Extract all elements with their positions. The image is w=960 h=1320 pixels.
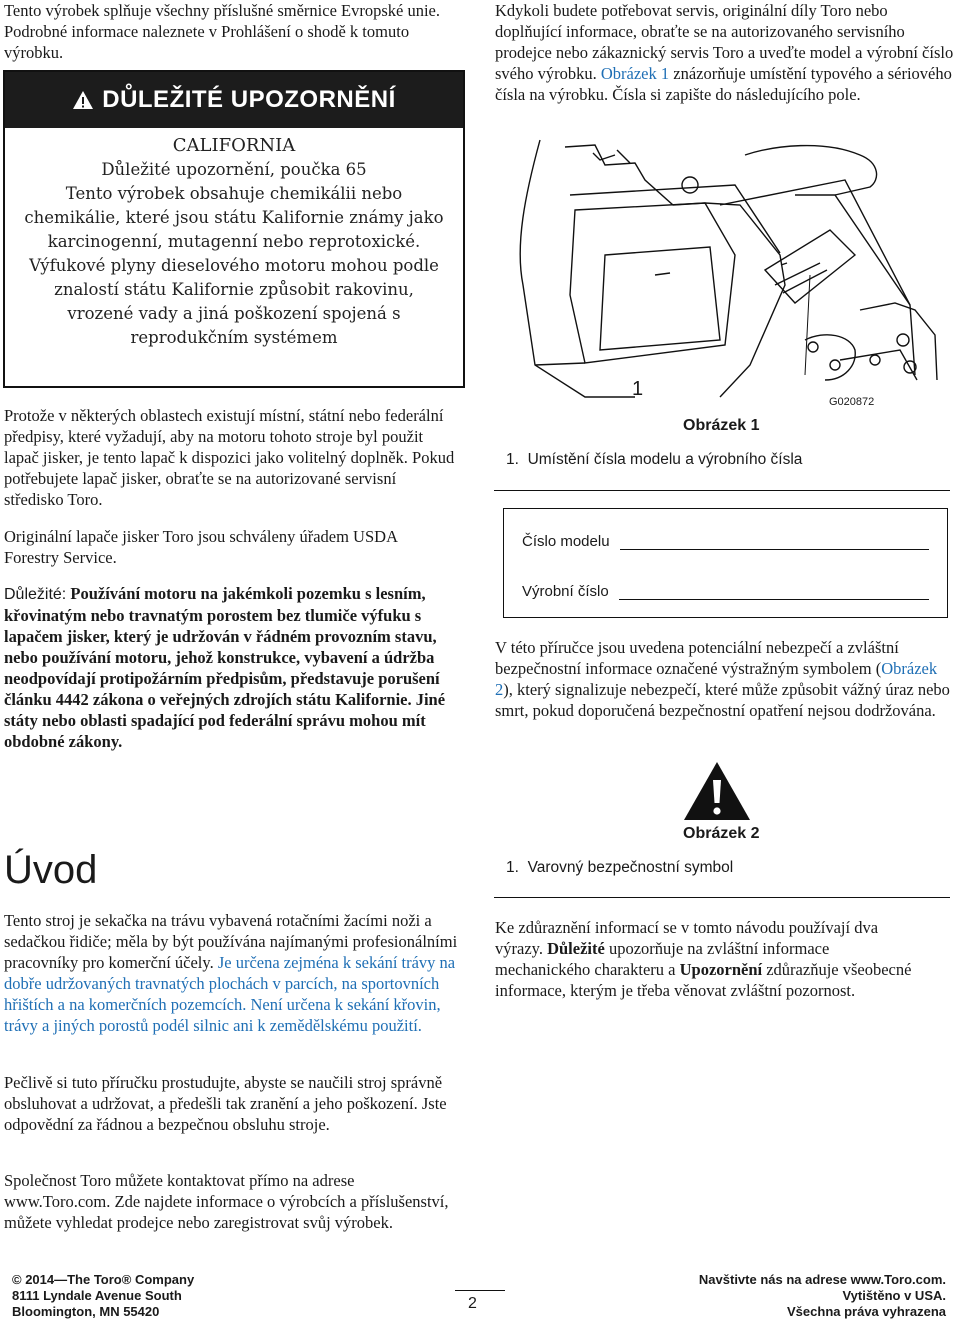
model-number-field[interactable] <box>620 535 929 550</box>
safety-symbol-paragraph <box>495 637 955 721</box>
safety-alert-icon <box>682 760 752 822</box>
important-label: Důležité: <box>4 586 67 603</box>
signal-words-paragraph <box>495 917 925 1001</box>
figure1-link[interactable]: Obrázek 1 <box>600 64 670 83</box>
important-text: Používání motoru na jakémkoli pozemku s lesním, křovinatým nebo travnatým porostem bez tlumiče výfuku s lapačem jisker, který je udržován v řádném provozním stavu, nebo používání motoru, jehož konstrukce, vybavení a údržba neodpovídají protipožárním předpisům, představuje porušení článku 4442 zákona o veřejných zdrojích státu Kalifornie. Jiné státy nebo oblasti spadající pod federální správu mohou mít obdobné zákony. <box>4 584 446 751</box>
serial-number-label: Výrobní číslo <box>522 583 609 600</box>
figure1-divider <box>494 490 950 491</box>
intro-paragraph-1 <box>4 910 459 1036</box>
figure2-divider <box>494 897 950 898</box>
warning-header <box>5 72 463 128</box>
serial-number-row <box>522 583 929 600</box>
intro-usage-link[interactable]: Je určena zejména k sekání trávy na dobře udržovaných travnatých plochách v parcích, na sportovních hřištích a na komerčních pozemcích. Není určena k sekání křovin, trávy a jiných porostů podél silnic ani k zemědělskému použití. <box>4 953 456 1035</box>
warning-chemicals-text: Tento výrobek obsahuje chemikálii nebo chemikálie, které jsou státu Kalifornie známy jako karcinogenní, mutagenní nebo reprotoxické. <box>24 184 444 251</box>
safety-text: V této příručce jsou uvedena potenciální nebezpečí a zvláštní bezpečnostní informace označené výstražným symbolem ( <box>495 638 899 678</box>
intro-heading: Úvod <box>4 848 98 892</box>
footer-website[interactable]: Navštivte nás na adrese www.Toro.com. <box>698 1272 946 1287</box>
page-number: 2 <box>468 1295 477 1312</box>
footer-left <box>12 1272 194 1320</box>
prop65-warning-box <box>3 70 465 388</box>
signal-word-important: Důležité <box>547 939 605 958</box>
service-text: Kdykoli budete potřebovat servis, originální díly Toro nebo doplňující informace, obraťte se na autorizovaného servisního prodejce nebo zákaznický servis Toro a uveďte model a výrobní číslo svého výrobku. <box>495 1 954 83</box>
footer-printed: Vytištěno v USA. <box>842 1288 946 1303</box>
figure1-code: G020872 <box>829 396 875 408</box>
model-number-label: Číslo modelu <box>522 533 610 550</box>
signal-word-notice: Upozornění <box>679 960 763 979</box>
figure2-legend <box>506 859 733 877</box>
warning-prop65: Důležité upozornění, poučka 65 <box>101 160 367 179</box>
safety-text-end: ), který signalizuje nebezpečí, které může způsobit vážný úraz nebo smrt, pokud doporučená bezpečnostní opatření nejsou dodržována. <box>495 680 950 720</box>
model-serial-box <box>503 508 948 618</box>
warning-title: DŮLEŽITÉ UPOZORNĚNÍ <box>102 86 396 113</box>
figure1-legend-num: 1. <box>506 451 519 468</box>
figure1-callout: 1 <box>632 378 644 400</box>
footer-city: Bloomington, MN 55420 <box>12 1304 160 1319</box>
service-text-end: znázorňuje umístění typového a sériového čísla na výrobku. Čísla si zapište do následujícího pole. <box>495 64 952 104</box>
intro-paragraph-2: Pečlivě si tuto příručku prostudujte, abyste se naučili stroj správně obsluhovat a udržovat, a předešli tak zranění a jeho poškození. Jste odpovědní za řádnou a bezpečnou obsluhu stroje. <box>4 1073 447 1134</box>
figure1-title: Obrázek 1 <box>683 417 760 434</box>
signal-words-text: Ke zdůraznění informací se v tomto návodu používají dva výrazy. <box>495 918 879 958</box>
figure1-legend-text: Umístění čísla modelu a výrobního čísla <box>527 451 803 468</box>
footer-address: 8111 Lyndale Avenue South <box>12 1288 182 1303</box>
footer-right <box>699 1272 946 1320</box>
intro-paragraph-3: Společnost Toro můžete kontaktovat přímo na adrese www.Toro.com. Zde najdete informace o výrobcích a příslušenství, můžete vyhledat prodejce nebo zaregistrovat svůj výrobek. <box>4 1171 449 1232</box>
signal-words-text-3: zdůrazňuje všeobecné informace, kterým je třeba věnovat zvláštní pozornost. <box>495 960 912 1000</box>
spark-arrester-paragraph: Protože v některých oblastech existují místní, státní nebo federální předpisy, které vyžadují, aby na motoru tohoto stroje byl použit lapač jisker, je tento lapač k dispozici jako volitelný doplněk. Pokud potřebujete lapač jisker, obraťte se na autorizované servisní středisko Toro. <box>4 406 455 509</box>
figure1-legend <box>506 451 802 469</box>
figure1-machine-drawing <box>505 135 945 410</box>
figure2-legend-text: Varovný bezpečnostní symbol <box>527 859 734 876</box>
warning-triangle-icon <box>72 90 94 110</box>
figure2-link[interactable]: Obrázek 2 <box>495 659 938 699</box>
intro-purpose: Tento stroj je sekačka na trávu vybavená rotačními žacími noži a sedačkou řidiče; měla by být používána najímanými profesionálními pracovníky pro komerční účely. <box>4 911 458 972</box>
usda-paragraph: Originální lapače jisker Toro jsou schváleny úřadem USDA Forestry Service. <box>4 527 398 567</box>
signal-words-text-2: upozorňuje na zvláštní informace mechanického charakteru a <box>495 939 830 979</box>
eu-compliance-paragraph: Tento výrobek splňuje všechny příslušné směrnice Evropské unie. Podrobné informace naleznete v Prohlášení o shodě k tomuto výrobku. <box>4 1 440 62</box>
model-number-row <box>522 533 929 550</box>
figure2-title: Obrázek 2 <box>683 825 760 842</box>
warning-california: CALIFORNIA <box>172 135 296 156</box>
warning-diesel-text: Výfukové plyny dieselového motoru mohou podle znalostí státu Kalifornie způsobit rakovinu, vrozené vady a jiná poškození spojená s reprodukčním systémem <box>29 256 439 347</box>
service-paragraph <box>495 0 955 105</box>
figure2-legend-num: 1. <box>506 859 519 876</box>
page-number-rule <box>455 1290 505 1291</box>
footer-rights: Všechna práva vyhrazena <box>787 1304 946 1319</box>
important-notice <box>4 583 464 752</box>
serial-number-field[interactable] <box>619 585 929 600</box>
footer-copyright: © 2014—The Toro® Company <box>12 1272 195 1287</box>
